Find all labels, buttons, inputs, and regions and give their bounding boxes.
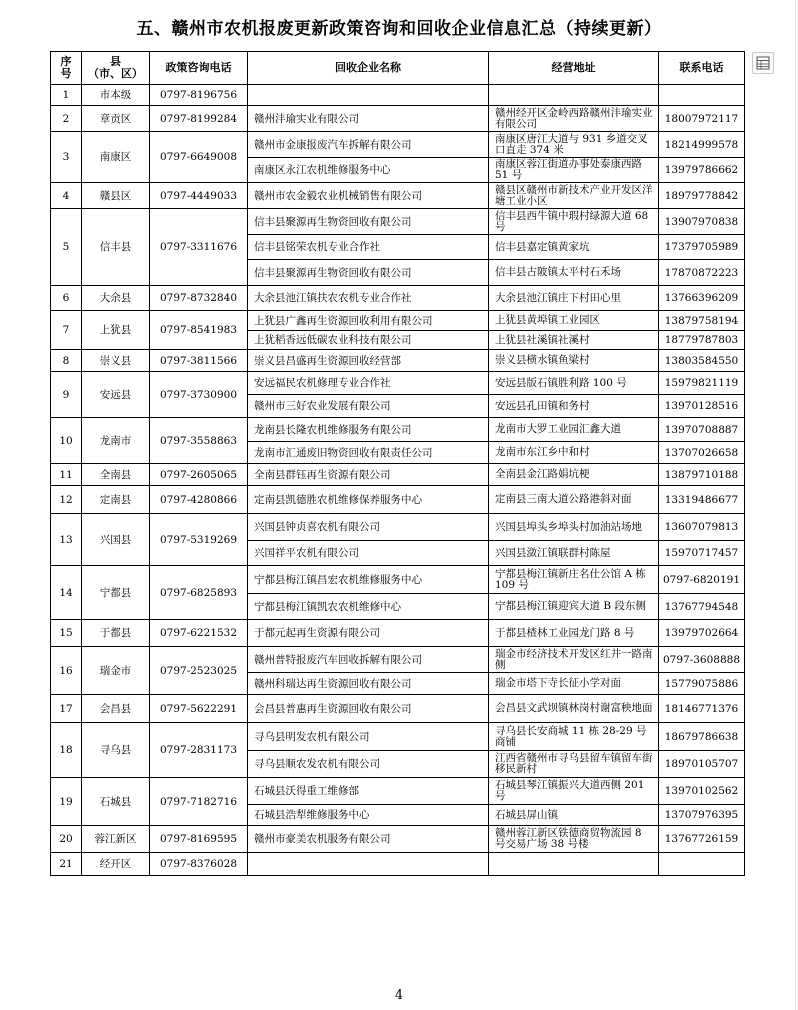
policy-tel-cell: 0797-4280866 [150,486,248,514]
policy-tel-cell: 0797-3558863 [150,418,248,464]
row-number: 19 [51,778,82,826]
phone-cell: 17870872223 [659,260,745,286]
policy-tel-cell: 0797-5622291 [150,695,248,723]
address-cell: 龙南市东江乡中和村 [489,442,659,464]
row-number: 12 [51,486,82,514]
enterprise-name-cell: 石城县沃得重工维修部 [248,778,489,805]
county-cell: 石城县 [82,778,150,826]
table-row [51,372,745,395]
table-icon[interactable] [752,52,774,74]
county-cell: 于都县 [82,620,150,647]
enterprise-name-cell: 全南县群钰再生资源有限公司 [248,464,489,486]
table-row [51,647,745,673]
row-number: 4 [51,183,82,209]
phone-cell: 0797-6820191 [659,566,745,594]
address-cell: 南康区蓉江街道办事处泰康西路 51 号 [489,158,659,183]
table-row [51,85,745,106]
row-number: 6 [51,286,82,311]
table-row [51,418,745,442]
phone-cell: 18146771376 [659,695,745,723]
county-cell: 宁都县 [82,566,150,620]
county-cell: 寻乌县 [82,723,150,778]
address-cell: 崇义县横水镇鱼梁村 [489,350,659,372]
policy-tel-cell: 0797-6825893 [150,566,248,620]
phone-cell: 13907970838 [659,209,745,235]
table-row [51,566,745,594]
enterprise-name-cell: 安远福民农机修理专业合作社 [248,372,489,395]
policy-tel-cell: 0797-8196756 [150,85,248,106]
table-row [51,464,745,486]
address-cell: 安远县版石镇胜利路 100 号 [489,372,659,395]
phone-cell: 15979821119 [659,372,745,395]
enterprise-name-cell: 赣州普特报废汽车回收拆解有限公司 [248,647,489,673]
address-cell: 于都县楂林工业园龙门路 8 号 [489,620,659,647]
address-cell: 龙南市大罗工业园汇鑫大道 [489,418,659,442]
phone-cell: 13767794548 [659,594,745,620]
policy-tel-cell: 0797-8169595 [150,826,248,853]
enterprise-name-cell: 赣州市三好农业发展有限公司 [248,395,489,418]
policy-tel-cell: 0797-6649008 [150,132,248,183]
phone-cell: 13767726159 [659,826,745,853]
enterprise-name-cell: 赣州沣瑜实业有限公司 [248,106,489,132]
enterprise-name-cell: 大余县池江镇扶农农机专业合作社 [248,286,489,311]
address-cell: 上犹县黄埠镇工业园区 [489,311,659,331]
county-cell: 大余县 [82,286,150,311]
policy-tel-cell: 0797-7182716 [150,778,248,826]
row-number: 9 [51,372,82,418]
address-cell: 南康区唐江大道与 931 乡道交叉口直走 374 米 [489,132,659,158]
header-enterprise: 回收企业名称 [248,52,489,85]
address-cell: 石城县琴江镇振兴大道西侧 201 号 [489,778,659,805]
address-cell: 赣州经开区金岭西路赣州沣瑜实业有限公司 [489,106,659,132]
phone-cell: 13803584550 [659,350,745,372]
phone-cell: 13607079813 [659,514,745,541]
address-cell: 石城县屏山镇 [489,805,659,826]
table-row [51,695,745,723]
row-number: 8 [51,350,82,372]
phone-cell: 15779075886 [659,673,745,695]
policy-tel-cell: 0797-3730900 [150,372,248,418]
enterprise-name-cell: 会昌县普惠再生资源回收有限公司 [248,695,489,723]
county-cell: 兴国县 [82,514,150,566]
row-number: 15 [51,620,82,647]
enterprise-name-cell: 信丰县聚源再生物资回收有限公司 [248,209,489,235]
table-row [51,209,745,235]
enterprise-name-cell: 赣州市金康报废汽车拆解有限公司 [248,132,489,158]
enterprise-name-cell: 寻乌县明发农机有限公司 [248,723,489,751]
enterprise-name-cell: 定南县凯德胜农机维修保养服务中心 [248,486,489,514]
row-number: 13 [51,514,82,566]
row-number: 7 [51,311,82,350]
phone-cell: 13970128516 [659,395,745,418]
row-number: 1 [51,85,82,106]
row-number: 3 [51,132,82,183]
policy-tel-cell: 0797-8732840 [150,286,248,311]
phone-cell: 18679786638 [659,723,745,751]
county-cell: 章贡区 [82,106,150,132]
enterprise-name-cell: 石城县浩犁维修服务中心 [248,805,489,826]
address-cell: 信丰县西牛镇中瑕村绿源大道 68 号 [489,209,659,235]
header-phone: 联系电话 [659,52,745,85]
row-number: 21 [51,853,82,876]
county-cell: 会昌县 [82,695,150,723]
policy-tel-cell: 0797-8541983 [150,311,248,350]
county-cell: 蓉江新区 [82,826,150,853]
phone-cell: 13979702664 [659,620,745,647]
table-row [51,106,745,132]
address-cell: 全南县金江路娟坑梗 [489,464,659,486]
table-row [51,183,745,209]
county-cell: 南康区 [82,132,150,183]
address-cell: 上犹县社溪镇社溪村 [489,331,659,350]
enterprise-name-cell: 宁都县梅江镇凯农农机维修中心 [248,594,489,620]
table-row [51,514,745,541]
address-cell: 定南县三南大道公路港斜对面 [489,486,659,514]
address-cell: 宁都县梅江镇新庄名仕公馆 A 栋 109 号 [489,566,659,594]
row-number: 10 [51,418,82,464]
phone-cell: 13319486677 [659,486,745,514]
county-cell: 上犹县 [82,311,150,350]
table-row [51,723,745,751]
table-row [51,826,745,853]
table-row [51,853,745,876]
policy-tel-cell: 0797-6221532 [150,620,248,647]
policy-tel-cell: 0797-8376028 [150,853,248,876]
header-county: 县 （市、区） [82,52,150,85]
address-cell: 兴国县潋江镇联群村陈屋 [489,541,659,566]
enterprise-name-cell: 信丰县铭荣农机专业合作社 [248,235,489,260]
address-cell: 大余县池江镇庄下村田心里 [489,286,659,311]
policy-tel-cell: 0797-4449033 [150,183,248,209]
row-number: 2 [51,106,82,132]
address-cell: 瑞金市经济技术开发区红井一路南侧 [489,647,659,673]
phone-cell: 13707026658 [659,442,745,464]
row-number: 5 [51,209,82,286]
table-row [51,286,745,311]
county-cell: 龙南市 [82,418,150,464]
phone-cell: 18779787803 [659,331,745,350]
enterprise-name-cell: 南康区永江农机维修服务中心 [248,158,489,183]
table-row [51,620,745,647]
phone-cell: 13970102562 [659,778,745,805]
enterprise-name-cell: 兴国县钟贞喜农机有限公司 [248,514,489,541]
county-cell: 经开区 [82,853,150,876]
address-cell: 江西省赣州市寻乌县留车镇留车街移民新村 [489,751,659,778]
address-cell [489,85,659,106]
county-cell: 赣县区 [82,183,150,209]
phone-cell: 0797-3608888 [659,647,745,673]
table-row [51,311,745,331]
policy-tel-cell: 0797-8199284 [150,106,248,132]
enterprise-name-cell: 于都元起再生资源有限公司 [248,620,489,647]
address-cell: 瑞金市塔下寺长征小学对面 [489,673,659,695]
header-policy-tel: 政策咨询电话 [150,52,248,85]
enterprise-name-cell: 兴国祥平农机有限公司 [248,541,489,566]
policy-tel-cell: 0797-3311676 [150,209,248,286]
county-cell: 崇义县 [82,350,150,372]
page-edge [795,0,796,1010]
phone-cell [659,853,745,876]
enterprise-name-cell [248,85,489,106]
header-address: 经营地址 [489,52,659,85]
table-row [51,132,745,158]
enterprise-name-cell: 宁都县梅江镇昌宏农机维修服务中心 [248,566,489,594]
address-cell: 宁都县梅江镇迎宾大道 B 段东侧 [489,594,659,620]
enterprise-name-cell: 上犹县广鑫再生资源回收利用有限公司 [248,311,489,331]
phone-cell: 18214999578 [659,132,745,158]
enterprise-name-cell: 赣州市农金毅农业机械销售有限公司 [248,183,489,209]
table-row [51,350,745,372]
address-cell: 兴国县埠头乡埠头村加油站场地 [489,514,659,541]
county-cell: 信丰县 [82,209,150,286]
address-cell: 会昌县文武坝镇林岗村谢富秧地面 [489,695,659,723]
enterprise-name-cell: 赣州科瑞达再生资源回收有限公司 [248,673,489,695]
address-cell: 赣州蓉江新区铁德商贸物流园 8 号交易广场 38 号楼 [489,826,659,853]
enterprise-name-cell: 信丰县聚源再生物资回收有限公司 [248,260,489,286]
policy-tel-cell: 0797-2605065 [150,464,248,486]
phone-cell: 15970717457 [659,541,745,566]
enterprise-name-cell: 龙南县长隆农机维修服务有限公司 [248,418,489,442]
table-header-row [51,52,745,85]
phone-cell: 13970708887 [659,418,745,442]
row-number: 17 [51,695,82,723]
policy-tel-cell: 0797-2831173 [150,723,248,778]
address-cell: 赣县区赣州市新技术产业开发区洋塘工业小区 [489,183,659,209]
policy-tel-cell: 0797-5319269 [150,514,248,566]
county-cell: 定南县 [82,486,150,514]
table-row [51,486,745,514]
enterprise-name-cell: 崇义县昌盛再生资源回收经营部 [248,350,489,372]
page-title: 五、赣州市农机报废更新政策咨询和回收企业信息汇总（持续更新） [136,19,662,39]
county-cell: 市本级 [82,85,150,106]
enterprise-name-cell: 赣州市豪美农机服务有限公司 [248,826,489,853]
phone-cell: 18970105707 [659,751,745,778]
row-number: 11 [51,464,82,486]
county-cell: 全南县 [82,464,150,486]
enterprise-name-cell: 寻乌县顺农发农机有限公司 [248,751,489,778]
header-seq: 序 号 [51,52,82,85]
phone-cell: 13979786662 [659,158,745,183]
address-cell [489,853,659,876]
phone-cell: 17379705989 [659,235,745,260]
row-number: 16 [51,647,82,695]
row-number: 14 [51,566,82,620]
county-cell: 安远县 [82,372,150,418]
page-number: 4 [394,988,404,1003]
address-cell: 信丰县古陂镇太平村石禾场 [489,260,659,286]
policy-tel-cell: 0797-2523025 [150,647,248,695]
policy-tel-cell: 0797-3811566 [150,350,248,372]
phone-cell [659,85,745,106]
phone-cell: 18007972117 [659,106,745,132]
phone-cell: 13879710188 [659,464,745,486]
phone-cell: 13766396209 [659,286,745,311]
recycling-enterprise-table [50,51,745,876]
address-cell: 寻乌县长安商城 11 栋 28-29 号商铺 [489,723,659,751]
row-number: 20 [51,826,82,853]
phone-cell: 18979778842 [659,183,745,209]
county-cell: 瑞金市 [82,647,150,695]
address-cell: 安远县孔田镇和务村 [489,395,659,418]
enterprise-name-cell: 龙南市汇通废旧物资回收有限责任公司 [248,442,489,464]
table-row [51,778,745,805]
phone-cell: 13879758194 [659,311,745,331]
enterprise-name-cell [248,853,489,876]
address-cell: 信丰县嘉定镇黄家坑 [489,235,659,260]
phone-cell: 13707976395 [659,805,745,826]
enterprise-name-cell: 上犹稻香远低碳农业科技有限公司 [248,331,489,350]
row-number: 18 [51,723,82,778]
